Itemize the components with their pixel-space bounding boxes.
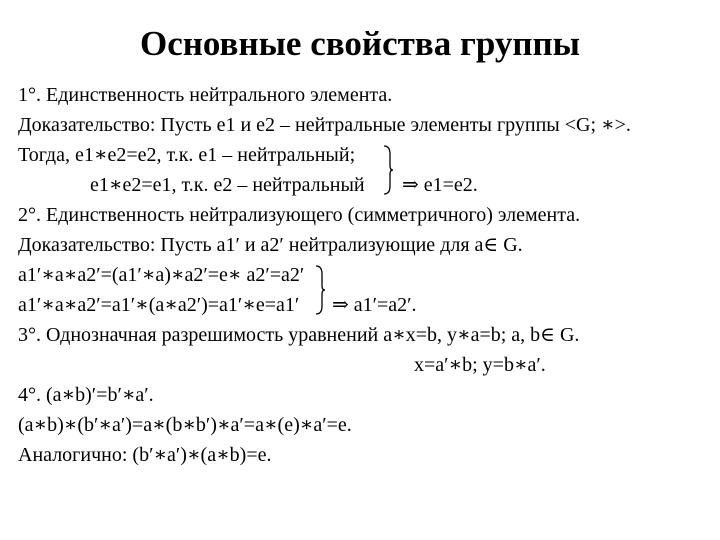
line-eq-2a: a1′∗a∗a2′=(a1′∗a)∗a2′=e∗ a2′=a2′ xyxy=(18,264,305,286)
line-then-1: Тогда, e1∗e2=e2, т.к. e1 – нейтральный; xyxy=(18,144,356,166)
brace-icon xyxy=(314,264,326,316)
line-property-4: 4°. (a∗b)′=b′∗a′. xyxy=(18,384,154,406)
line-then-2: e1∗e2=e1, т.к. e2 – нейтральный xyxy=(90,174,365,196)
line-proof-4: (a∗b)∗(b′∗a′)=a∗(b∗b′)∗a′=a∗(e)∗a′=e. xyxy=(18,414,352,436)
line-property-1: 1°. Единственность нейтрального элемента. xyxy=(18,84,393,106)
line-similarly-4: Аналогично: (b′∗a′)∗(a∗b)=e. xyxy=(18,444,272,466)
line-proof-1: Доказательство: Пусть e1 и e2 – нейтральные элементы группы <G; ∗>. xyxy=(18,114,631,136)
brace-icon xyxy=(382,144,394,196)
line-property-2: 2°. Единственность нейтрализующего (симметричного) элемента. xyxy=(18,204,581,226)
line-property-3: 3°. Однозначная разрешимость уравнений a∗x=b, y∗a=b; a, b∈ G. xyxy=(18,324,580,346)
line-eq-2b: a1′∗a∗a2′=a1′∗(a∗a2′)=a1′∗e=a1′ xyxy=(18,294,300,316)
line-proof-2: Доказательство: Пусть a1′ и a2′ нейтрализующие для a∈ G. xyxy=(18,234,523,256)
line-conclusion-2: ⇒ a1′=a2′. xyxy=(332,294,417,316)
slide-title: Основные свойства группы xyxy=(139,24,581,63)
line-conclusion-1: ⇒ e1=e2. xyxy=(402,174,478,196)
line-solution-3: x=a′∗b; y=b∗a′. xyxy=(414,354,546,376)
